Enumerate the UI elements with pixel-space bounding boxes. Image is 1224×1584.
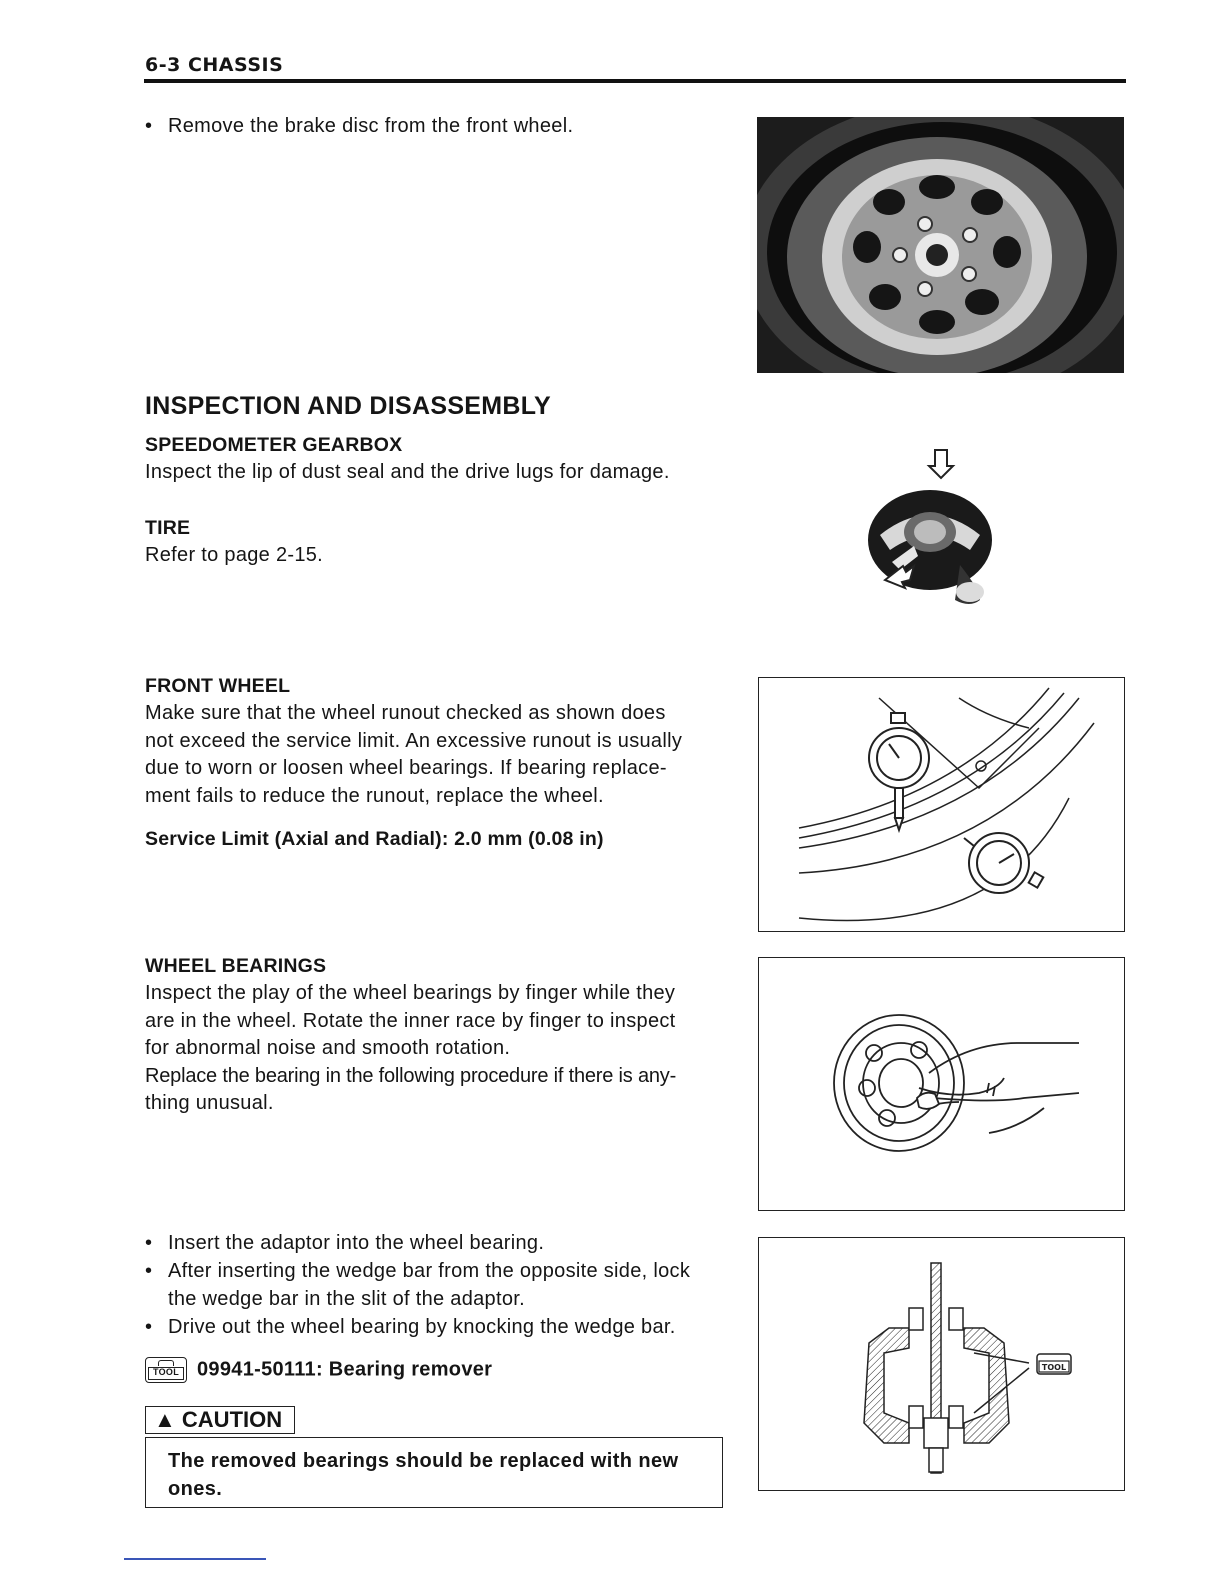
bearing-remover-diagram [759, 1238, 1124, 1490]
brake-disc-illustration [757, 117, 1124, 373]
wheel-bearings-line: for abnormal noise and smooth rotation. [145, 1037, 511, 1059]
down-arrow-icon [929, 450, 953, 478]
bearing-remover-figure [758, 1237, 1125, 1491]
procedure-bullet-text: After inserting the wedge bar from the opposite side, lock [168, 1260, 691, 1282]
tire-text: Refer to page 2-15. [145, 544, 324, 566]
tool-icon [1037, 1354, 1071, 1374]
wheel-bearings-line: Replace the bearing in the following procedure if there is any- [145, 1064, 677, 1087]
procedure-bullet-text: the wedge bar in the slit of the adaptor. [168, 1288, 525, 1310]
front-wheel-line: not exceed the service limit. An excessive runout is usually [145, 729, 683, 752]
runout-diagram [759, 678, 1124, 931]
intro-bullet-text: Remove the brake disc from the front wheel. [168, 115, 574, 137]
caution-text: The removed bearings should be replaced with new ones. [168, 1450, 679, 1500]
front-wheel-text [145, 700, 725, 810]
procedure-bullet-text: Drive out the wheel bearing by knocking the wedge bar. [168, 1316, 676, 1338]
bullet-dot: • [145, 115, 153, 137]
wheel-bearings-line: thing unusual. [145, 1092, 274, 1114]
front-wheel-line: due to worn or loosen wheel bearings. If bearing replace- [145, 757, 667, 779]
runout-figure [758, 677, 1125, 932]
bearing-check-diagram [759, 958, 1124, 1210]
bullet-dot: • [145, 1316, 153, 1338]
tool-icon: TOOL [145, 1357, 187, 1383]
dial-gauge-upper [869, 713, 929, 830]
wheel-bearings-line: Inspect the play of the wheel bearings by finger while they [145, 982, 676, 1004]
brake-disc-photo [757, 117, 1124, 373]
wheel-bearings-text [145, 980, 725, 1118]
header-rule [144, 79, 1126, 83]
caution-box [145, 1437, 723, 1508]
section-title: 6-3 CHASSIS [145, 54, 284, 76]
speedometer-heading: SPEEDOMETER GEARBOX [145, 434, 403, 456]
bearing-check-figure [758, 957, 1125, 1211]
procedure-bullet-text: Insert the adaptor into the wheel bearing. [168, 1232, 545, 1254]
caution-label: ▲ CAUTION [145, 1406, 295, 1434]
tire-heading: TIRE [145, 517, 191, 539]
speedometer-text: Inspect the lip of dust seal and the drive lugs for damage. [145, 461, 670, 483]
warning-triangle-icon: ▲ [154, 1407, 176, 1432]
service-limit: Service Limit (Axial and Radial): 2.0 mm (0.08 in) [145, 828, 604, 850]
footer-rule [124, 1558, 266, 1560]
svg-text:TOOL: TOOL [1041, 1363, 1067, 1372]
gearbox-illustration [820, 440, 1020, 620]
bullet-dot: • [145, 1260, 153, 1282]
special-tool [145, 1357, 492, 1383]
page-title: INSPECTION AND DISASSEMBLY [145, 392, 552, 420]
wheel-bearings-heading: WHEEL BEARINGS [145, 955, 327, 977]
front-wheel-heading: FRONT WHEEL [145, 675, 291, 697]
bullet-dot: • [145, 1232, 153, 1254]
front-wheel-line: Make sure that the wheel runout checked as shown does [145, 702, 666, 724]
dial-gauge-lower [964, 833, 1043, 893]
wheel-bearings-line: are in the wheel. Rotate the inner race by finger to inspect [145, 1009, 676, 1032]
tool-number: 09941-50111: Bearing remover [197, 1358, 493, 1381]
speedometer-gearbox-photo [820, 440, 1020, 620]
front-wheel-line: ment fails to reduce the runout, replace the wheel. [145, 784, 604, 807]
